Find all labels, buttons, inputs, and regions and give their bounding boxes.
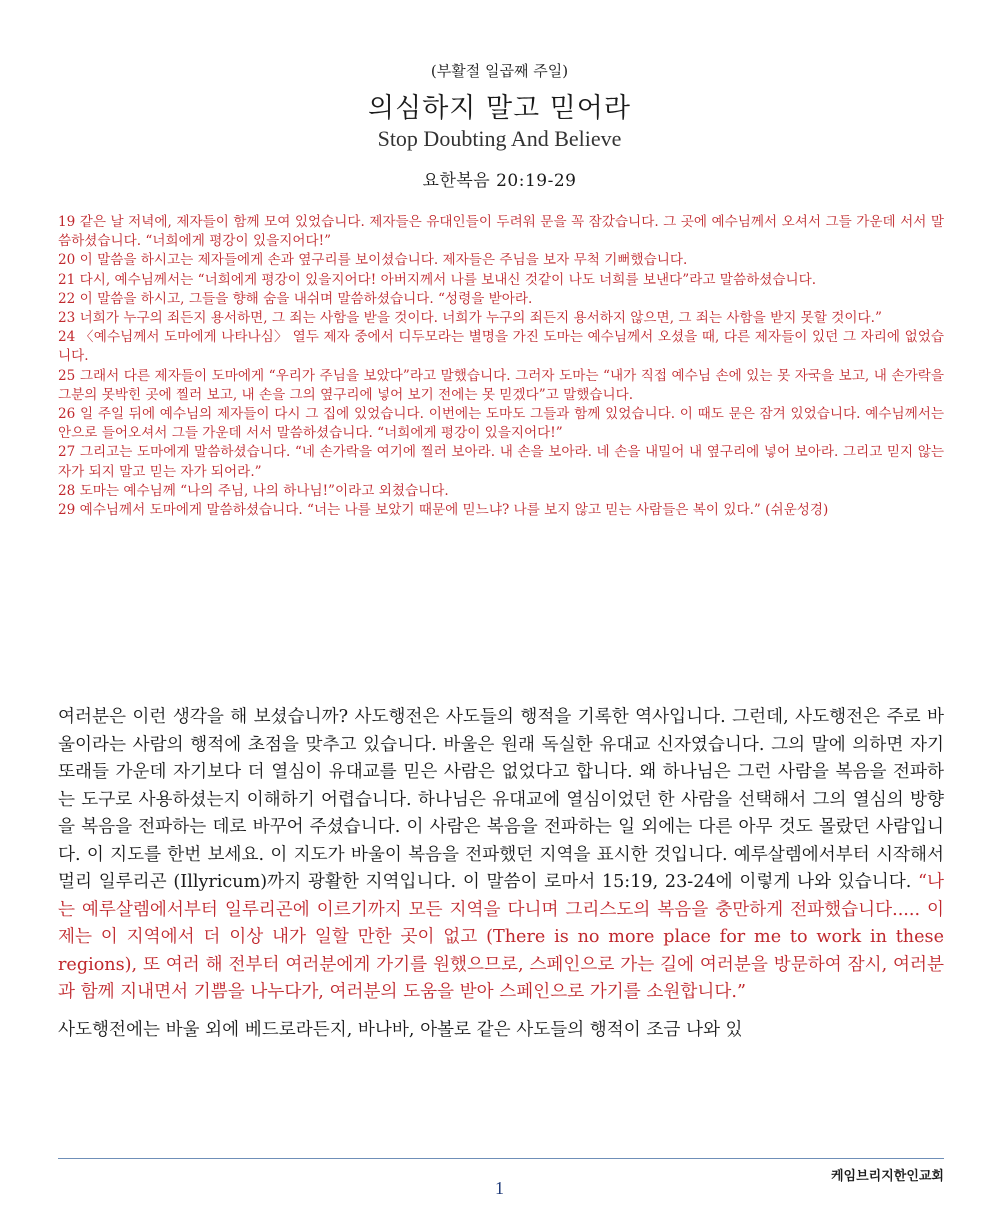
scripture-passage: [58, 213, 944, 520]
page-number: 1: [495, 1178, 504, 1198]
verse-28: 28 도마는 예수님께 “나의 주님, 나의 하나님!”이라고 외쳤습니다.: [58, 482, 449, 499]
paragraph-text: 여러분은 이런 생각을 해 보셨습니까? 사도행전은 사도들의 행적을 기록한 역사입니다. 그런데, 사도행전은 주로 바울이라는 사람의 행적에 초점을 맞추고 있습니다. 바울은 원래 독실한 유대교 신자였습니다. 그의 말에 의하면 자기 또래들 가운데 자기보다 더 열심이 유대교를 믿은 사람은 없었다고 합니다. 왜 하나님은 그런 사람을 복음을 전파하는 도구로 사용하셨는지 이해하기 어렵습니다. 하나님은 유대교에 열심이었던 한 사람을 선택해서 그의 열심의 방향을 복음을 전파하는 데로 바꾸어 주셨습니다. 이 사람은 복음을 전파하는 일 외에는 다른 아무 것도 몰랐던 사람입니다. 이 지도를 한번 보세요. 이 지도가 바울이 복음을 전파했던 지역을 표시한 것입니다. 예루살렘에서부터 시작해서 멀리 일루리곤 (Illyricum)까지 광활한 지역입니다. 이 말씀이 로마서 15:19, 23-24에 이렇게 나와 있습니다.: [58, 707, 945, 892]
verse-22: 22 이 말씀을 하시고, 그들을 향해 숨을 내쉬며 말씀하셨습니다. “성령을 받아라.: [58, 290, 533, 307]
romans-quote: “나는 예루살렘에서부터 일루리곤에 이르기까지 모든 지역을 다니며 그리스도의 복음을 충만하게 전파했습니다..... 이제는 이 지역에서 더 이상 내가 일할 만한 곳이 없고 (There is no more place for me to work in these regions), 또 여러 해 전부터 여러분에게 가기를 원했으므로, 스페인으로 가는 길에 여러분을 방문하여 잠시, 여러분과 함께 지내면서 기쁨을 나누다가, 여러분의 도움을 받아 스페인으로 가기를 소원합니다.”: [58, 872, 944, 1002]
church-name: 케임브리지한인교회: [830, 1169, 944, 1184]
paragraph-text: 사도행전에는 바울 외에 베드로라든지, 바나바, 아볼로 같은 사도들의 행적이 조금 나와 있: [58, 1020, 743, 1040]
verse-29: 29 예수님께서 도마에게 말씀하셨습니다. “너는 나를 보았기 때문에 믿느냐? 나를 보지 않고 믿는 사람들은 복이 있다.” (쉬운성경): [58, 502, 829, 519]
verse-21: 21 다시, 예수님께서는 “너희에게 평강이 있을지어다! 아버지께서 나를 보내신 것같이 나도 너희를 보낸다”라고 말씀하셨습니다.: [58, 271, 817, 288]
sermon-subtitle: (부활절 일곱째 주일): [430, 62, 569, 80]
verse-25: 25 그래서 다른 제자들이 도마에게 “우리가 주님을 보았다”라고 말했습니다. 그러자 도마는 “내가 직접 예수님 손에 있는 못 자국을 보고, 내 손가락을 그분의 못박힌 곳에 찔러 보고, 내 손을 그의 옆구리에 넣어 보기 전에는 못 믿겠다”고 말했습니다.: [58, 367, 944, 403]
verse-26: 26 일 주일 뒤에 예수님의 제자들이 다시 그 집에 있었습니다. 이번에는 도마도 그들과 함께 있었습니다. 이 때도 문은 잠겨 있었습니다. 예수님께서는 안으로 들어오셔서 그들 가운데 서서 말씀하셨습니다. “너희에게 평강이 있을지어다!”: [58, 406, 944, 442]
verse-20: 20 이 말씀을 하시고는 제자들에게 손과 옆구리를 보이셨습니다. 제자들은 주님을 보자 무척 기뻐했습니다.: [58, 252, 688, 269]
footer-divider: [58, 1158, 944, 1159]
sermon-title-english: Stop Doubting And Believe: [377, 126, 622, 151]
verse-24: 24 〈예수님께서 도마에게 나타나심〉 열두 제자 중에서 디두모라는 별명을 가진 도마는 예수님께서 오셨을 때, 다른 제자들이 있던 그 자리에 없었습니다.: [58, 329, 944, 365]
verse-23: 23 너희가 누구의 죄든지 용서하면, 그 죄는 사함을 받을 것이다. 너희가 누구의 죄든지 용서하지 않으면, 그 죄는 사함을 받지 못할 것이다.”: [58, 310, 882, 327]
scripture-reference: 요한복음 20:19-29: [422, 171, 577, 191]
verse-19: 19 같은 날 저녁에, 제자들이 함께 모여 있었습니다. 제자들은 유대인들이 두려워 문을 꼭 잠갔습니다. 그 곳에 예수님께서 오셔서 그들 가운데 서서 말씀하셨습니다. “너희에게 평강이 있을지어다!”: [58, 214, 944, 250]
sermon-paragraph-1: [58, 704, 944, 1007]
sermon-paragraph-2: [58, 1017, 944, 1045]
sermon-title: 의심하지 말고 믿어라: [368, 93, 631, 124]
verse-27: 27 그리고는 도마에게 말씀하셨습니다. “네 손가락을 여기에 찔러 보아라. 내 손을 보아라. 네 손을 내밀어 내 옆구리에 넣어 보아라. 그리고 믿지 않는 자가 되지 말고 믿는 자가 되어라.”: [58, 444, 944, 480]
